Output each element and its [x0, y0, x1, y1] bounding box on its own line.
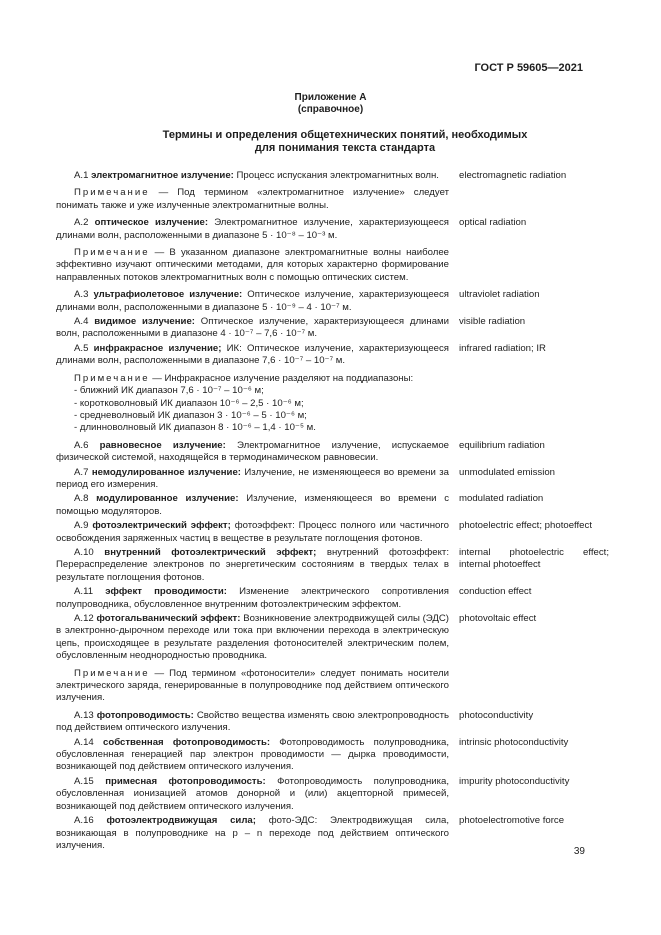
term-entry — [56, 613, 656, 663]
term-name: оптическое излучение: — [94, 217, 209, 229]
note-text: — В указанном диапазоне электромагнитные волны наиболее эффективно изучают оптическими методами, для которых характерно формирование направленных потоков электромагнитных волн с помощью оптических систем. — [56, 247, 449, 283]
term-entry — [56, 776, 656, 813]
term-english: impurity photoconductivity — [459, 775, 570, 787]
entry-number: А.10 — [74, 546, 94, 558]
term-english: photoelectric effect; photoeffect — [459, 520, 592, 532]
entry-number: А.4 — [74, 316, 89, 328]
note — [56, 373, 449, 435]
entry-number: А.2 — [74, 217, 89, 229]
note-list-item: - средневолновый ИК диапазон 3 · 10⁻⁶ – 5 · 10⁻⁶ м; — [74, 409, 307, 421]
term-definition: Фотопроводимость полупроводника, обусловленная ионизацией атомов донорной и (или) акцепторной примесей, возникающей под действием оптического излучения. — [56, 775, 450, 812]
entry-number: А.7 — [74, 466, 89, 478]
term-name: равновесное излучение: — [99, 439, 226, 451]
term-english: internal photoelectric effect; internal photoeffect — [459, 546, 609, 571]
term-english: ultraviolet radiation — [459, 289, 540, 301]
term-entry — [56, 170, 656, 182]
term-english: equilibrium radiation — [459, 439, 545, 451]
heading-line-2: для понимания текста стандарта — [254, 142, 436, 154]
term-entry — [56, 815, 656, 852]
term-entry — [56, 467, 656, 492]
note-label: Примечание — [74, 247, 150, 259]
term-english: photoconductivity — [459, 709, 534, 721]
note-list-item: - ближний ИК диапазон 7,6 · 10⁻⁷ – 10⁻⁶ м; — [74, 385, 264, 397]
term-name: ультрафиолетовое излучение: — [93, 289, 243, 301]
entry-number: А.14 — [74, 736, 94, 748]
terms-list — [56, 170, 656, 857]
term-entry — [56, 343, 656, 368]
term-name: модулированное излучение: — [96, 493, 239, 505]
note — [56, 187, 449, 212]
term-name: фотоэлектродвижущая сила; — [106, 815, 256, 827]
term-name: эффект проводимости: — [105, 586, 227, 598]
appendix-heading — [60, 129, 630, 155]
term-name: немодулированное излучение: — [91, 466, 241, 478]
entry-number: А.13 — [74, 709, 94, 721]
entry-number: А.15 — [74, 775, 94, 787]
term-name: собственная фотопроводимость: — [103, 736, 271, 748]
term-entry — [56, 289, 656, 314]
term-name: электромагнитное излучение: — [91, 170, 234, 181]
note-list-item: - длинноволновый ИК диапазон 8 · 10⁻⁶ – 1,4 · 10⁻⁵ м. — [74, 422, 316, 434]
note-text: — Под термином «фотоносители» следует понимать носители электрического заряда, генерированные в полупроводнике под действием оптического излучения. — [56, 667, 449, 704]
term-definition: Излучение, не изменяющееся во времени за период его измерения. — [56, 466, 449, 490]
note-text: — Инфракрасное излучение разделяют на поддиапазоны: — [149, 372, 414, 384]
term-english: optical radiation — [459, 217, 527, 229]
note — [56, 668, 449, 705]
heading-line-1: Термины и определения общетехнических понятий, необходимых — [162, 129, 528, 141]
term-definition: Электромагнитное излучение, характеризующееся длинами волн, расположенными в диапазоне 5 · 10⁻⁸ – 10⁻³ м. — [56, 217, 450, 241]
term-definition: Процесс испускания электромагнитных волн. — [233, 170, 439, 181]
term-entry — [56, 316, 656, 341]
term-english: intrinsic photoconductivity — [459, 736, 569, 748]
term-definition: Свойство вещества изменять свою электропроводность под действием оптического излучения. — [56, 709, 449, 734]
term-name: инфракрасное излучение; — [93, 342, 222, 354]
entry-number: А.8 — [74, 493, 89, 505]
term-english: conduction effect — [459, 586, 532, 598]
term-entry — [56, 520, 656, 545]
entry-number: А.6 — [74, 439, 89, 451]
term-entry — [56, 493, 656, 518]
entry-number: А.11 — [74, 586, 94, 598]
term-entry — [56, 586, 656, 611]
term-english: photovoltaic effect — [459, 613, 537, 624]
term-definition: Оптическое излучение, характеризующееся длинами волн, расположенными в диапазоне 4 · 10⁻⁷ – 7,6 · 10⁻⁷ м. — [56, 316, 449, 340]
term-entry — [56, 440, 656, 465]
term-english: visible radiation — [459, 316, 526, 328]
term-definition: Оптическое излучение, характеризующееся длинами волн, расположенными в диапазоне 5 · 10⁻⁹ – 4 · 10⁻⁷ м. — [56, 289, 449, 313]
term-entry — [56, 710, 656, 735]
term-entry — [56, 217, 656, 242]
term-definition: Возникновение электродвижущей силы (ЭДС) в электронно-дырочном переходе или тока при включении перехода в электрическую цепь, происходящее в результате разделения фотоносителей электрическим полем, обусловленным неоднородностью проводника. — [56, 613, 450, 662]
term-entry — [56, 737, 656, 774]
term-definition: ИК: Оптическое излучение, характеризующееся длинами волн, расположенными в диапазоне 7,6 · 10⁻⁷ – 10⁻⁷ м. — [56, 342, 450, 367]
page-number: 39 — [573, 846, 585, 857]
term-name: видимое излучение: — [94, 316, 195, 328]
note-label: Примечание — [74, 372, 150, 384]
term-english: infrared radiation; IR — [459, 342, 546, 354]
entry-number: А.3 — [74, 289, 89, 301]
term-name: фотоэлектрический эффект; — [92, 520, 231, 532]
note — [56, 247, 449, 284]
term-english: unmodulated emission — [459, 466, 555, 478]
term-name: фотопроводимость: — [96, 709, 194, 721]
term-name: фотогальванический эффект: — [96, 613, 241, 624]
entry-number: А.12 — [74, 613, 94, 624]
term-english: modulated radiation — [459, 493, 544, 505]
term-name: внутренний фотоэлектрический эффект; — [104, 546, 317, 558]
term-definition: Излучение, изменяющееся во времени с помощью модуляторов. — [56, 493, 449, 517]
term-definition: внутренний фотоэффект: Перераспределение электронов по энергетическим состояниям в твердых телах в результате поглощения фотонов. — [56, 546, 449, 583]
note-text: — Под термином «электромагнитное излучение» следует понимать также и уже излученные электромагнитные волны. — [56, 187, 449, 211]
entry-number: А.16 — [74, 815, 94, 827]
standard-number: ГОСТ Р 59605—2021 — [474, 62, 583, 74]
term-english: electromagnetic radiation — [459, 170, 567, 181]
note-label: Примечание — [74, 667, 150, 679]
term-definition: фотоэффект: Процесс полного или частичного освобождения заряженных частиц в веществе в результате поглощения фотонов. — [56, 520, 449, 544]
term-definition: фото-ЭДС: Электродвижущая сила, возникающая в полупроводнике на p – n переходе под действием оптического излучения. — [56, 815, 449, 851]
term-english: photoelectromotive force — [459, 815, 565, 827]
entry-number: А.5 — [74, 342, 89, 354]
term-entry — [56, 547, 656, 584]
appendix-subtitle: (справочное) — [297, 104, 364, 115]
note-label: Примечание — [74, 187, 150, 199]
entry-number: А.9 — [74, 520, 89, 532]
term-name: примесная фотопроводимость: — [105, 775, 266, 787]
term-definition: Изменение электрического сопротивления полупроводника, обусловленное внутренним фотоэлектрическим эффектом. — [56, 586, 449, 610]
entry-number: А.1 — [74, 170, 89, 181]
note-list-item: - коротковолновый ИК диапазон 10⁻⁶ – 2,5 · 10⁻⁶ м; — [74, 397, 304, 409]
appendix-title: Приложение А — [294, 92, 367, 103]
term-definition: Фотопроводимость полупроводника, обусловленная генерацией пар электрон проводимости — дырка проводимости, возникающей под действием оптического излучения. — [56, 736, 449, 773]
term-definition: Электромагнитное излучение, испускаемое физической системой, находящейся в термодинамическом равновесии. — [56, 439, 449, 464]
